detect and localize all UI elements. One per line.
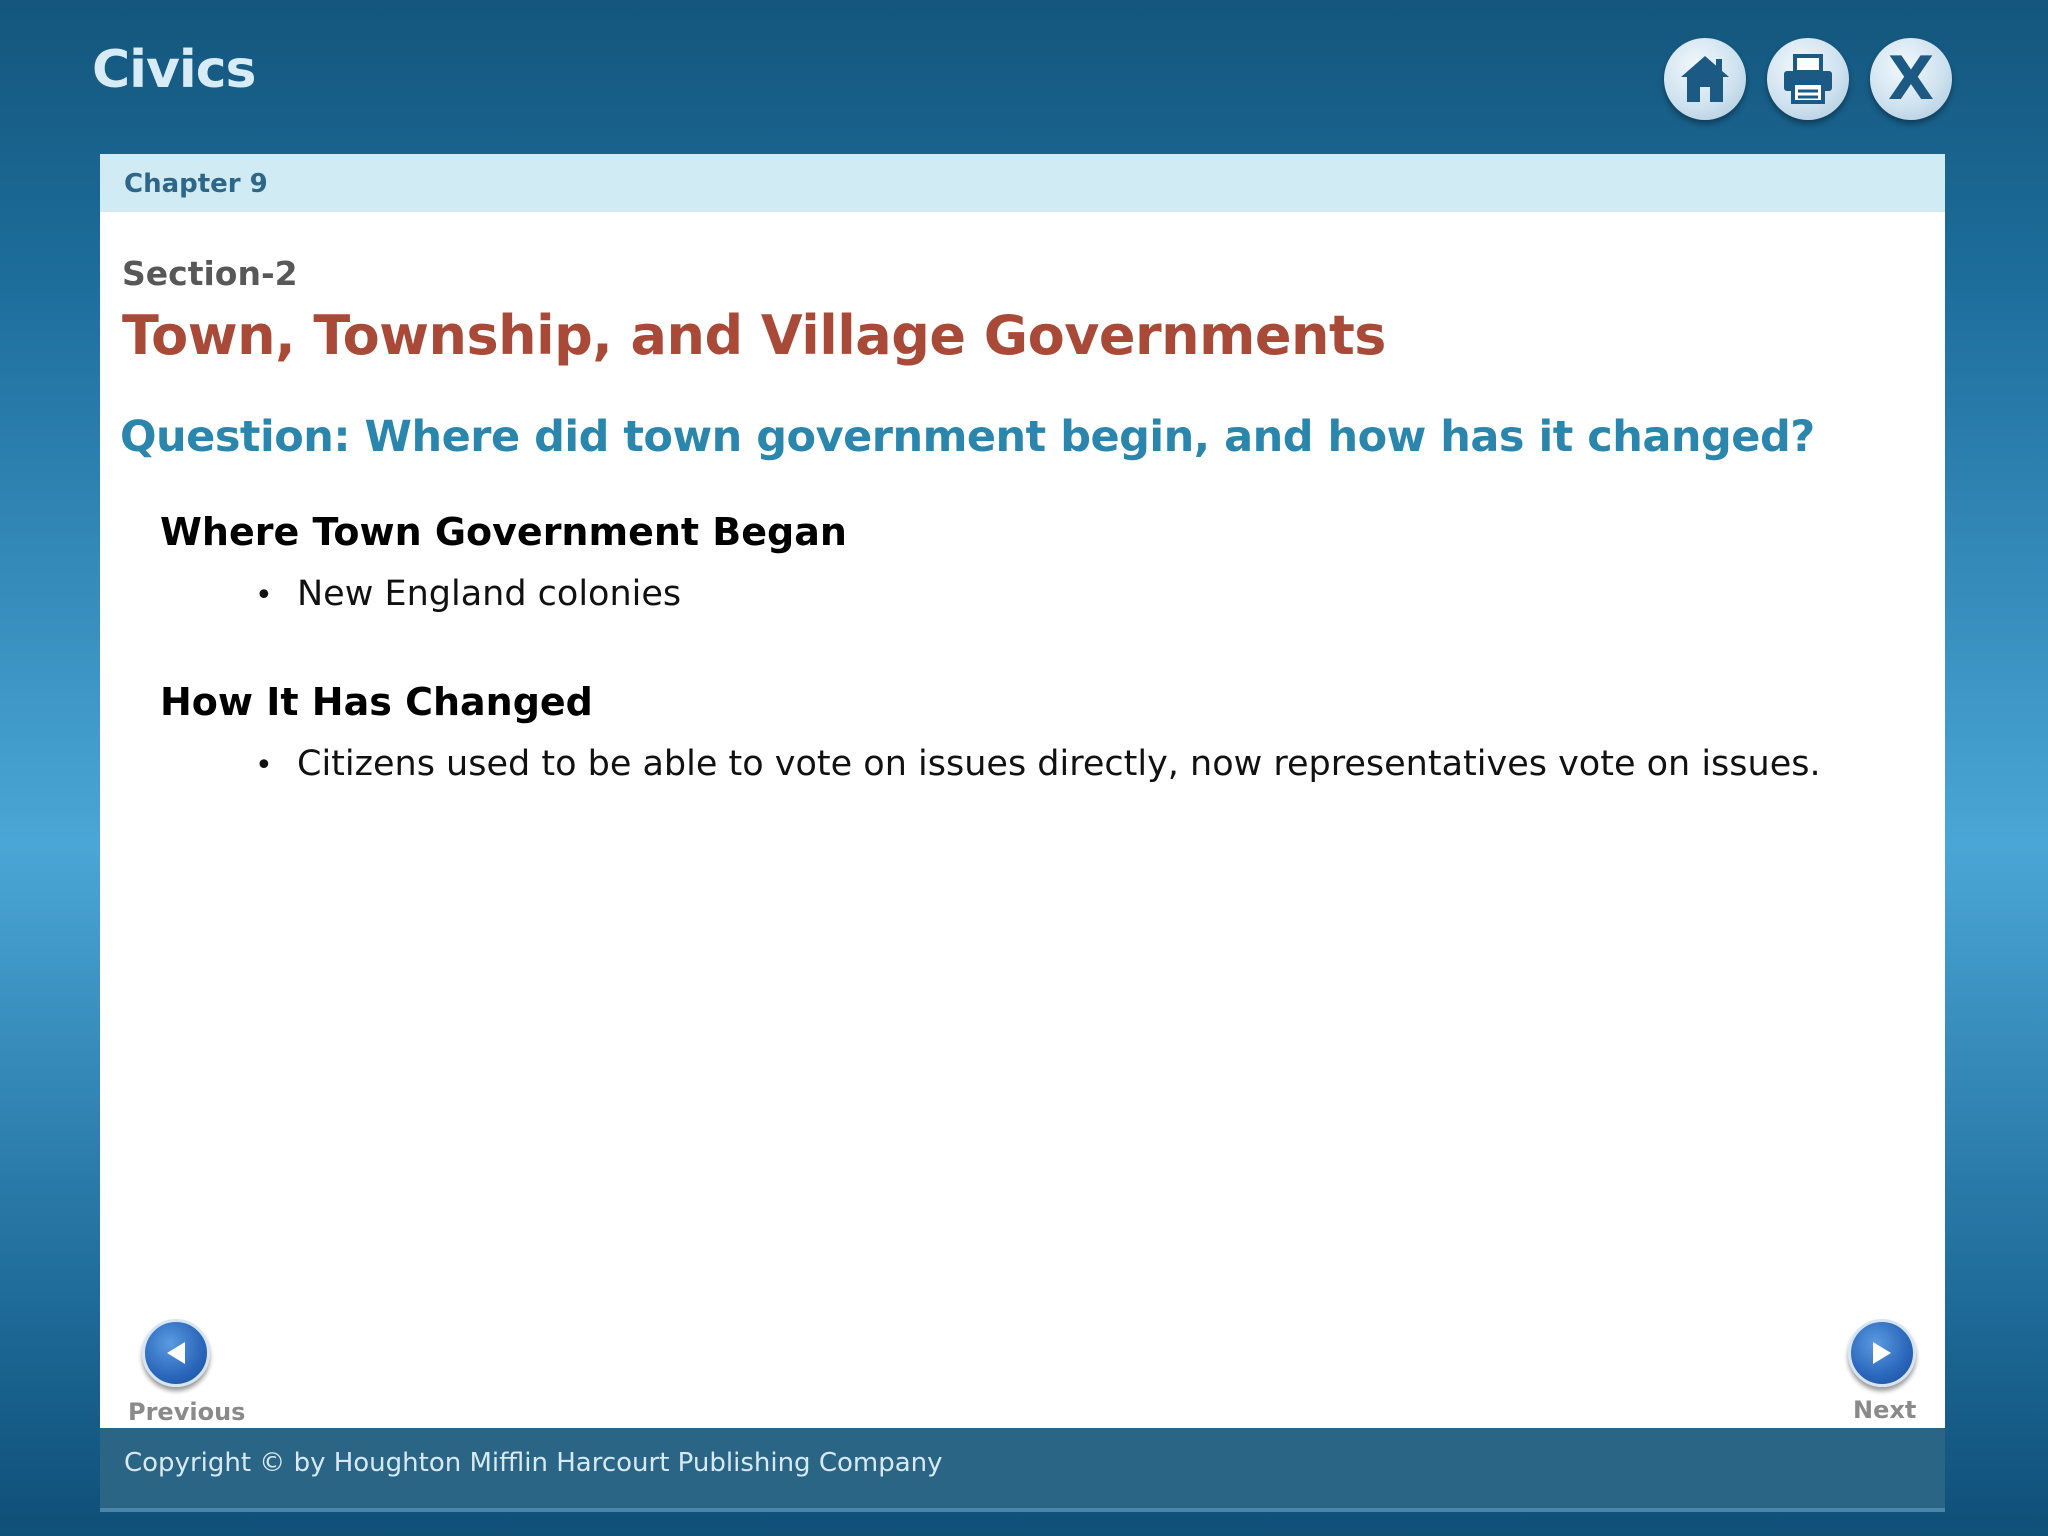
next-button[interactable]: [1848, 1319, 1916, 1387]
subheading-how-changed: How It Has Changed: [160, 680, 593, 724]
subheading-where-began: Where Town Government Began: [160, 510, 847, 554]
previous-button[interactable]: [142, 1319, 210, 1387]
page-title: Town, Township, and Village Governments: [122, 304, 1386, 367]
list-item-text: Citizens used to be able to vote on issues directly, now representatives vote on issues.: [297, 744, 1821, 784]
list-item: [255, 574, 681, 614]
printer-icon: [1780, 53, 1836, 105]
home-icon: [1678, 53, 1732, 105]
content-panel: [100, 154, 1945, 1508]
previous-label[interactable]: Previous: [128, 1398, 246, 1426]
copyright-text: Copyright © by Houghton Mifflin Harcourt Publishing Company: [124, 1448, 943, 1478]
chapter-bar: [100, 154, 1945, 212]
bullet-icon: •: [255, 748, 273, 783]
home-button[interactable]: [1664, 38, 1746, 120]
app-title: Civics: [92, 40, 256, 100]
next-label[interactable]: Next: [1853, 1396, 1917, 1424]
footer-bar: [100, 1428, 1945, 1512]
list-item-text: New England colonies: [297, 574, 682, 614]
arrow-right-icon: [1867, 1338, 1897, 1368]
section-label: Section-2: [122, 254, 298, 293]
bullet-icon: •: [255, 578, 273, 613]
close-icon: X: [1887, 44, 1935, 114]
arrow-left-icon: [161, 1338, 191, 1368]
close-button[interactable]: [1870, 38, 1952, 120]
chapter-label: Chapter 9: [124, 169, 268, 199]
list-item: [255, 744, 1821, 784]
question-heading: Question: Where did town government begin, and how has it changed?: [120, 412, 1815, 462]
print-button[interactable]: [1767, 38, 1849, 120]
